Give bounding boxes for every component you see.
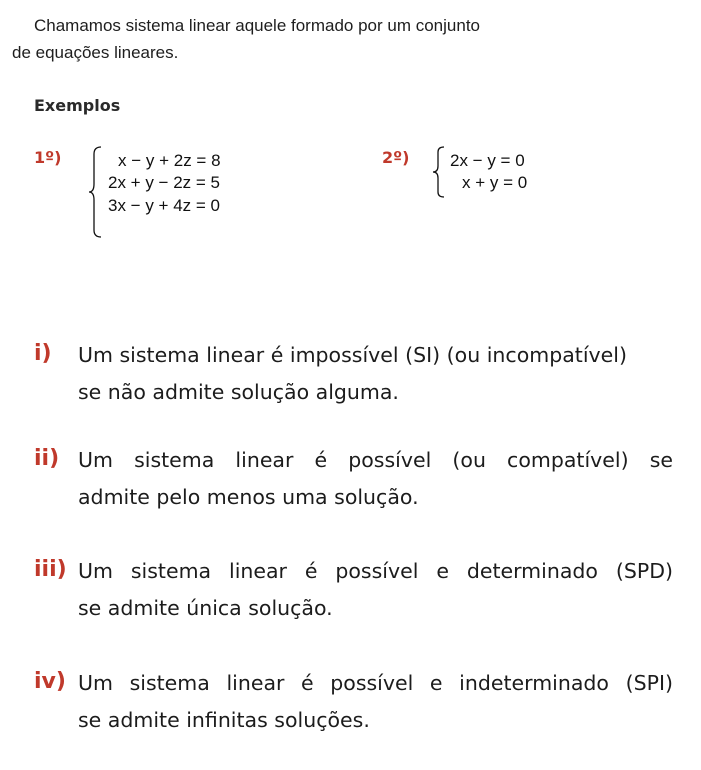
left-brace-icon (432, 146, 446, 198)
example-2-equation-1: 2x − y = 0 (450, 151, 525, 170)
example-1-equation-3: 3x − y + 4z = 0 (108, 196, 220, 215)
definition-text-ii (78, 442, 673, 516)
definition-text-iv (78, 665, 673, 739)
left-brace-icon (88, 146, 104, 238)
intro-line-2: de equações lineares. (12, 43, 179, 62)
example-1-equation-1: x − y + 2z = 8 (118, 151, 221, 170)
example-1-label: 1º) (34, 148, 62, 167)
examples-heading: Exemplos (34, 96, 121, 115)
intro-paragraph (12, 12, 652, 66)
definition-label-iv: iv) (34, 669, 66, 694)
definition-iii-line-1: Um sistema linear é possível e determinado (SPD) (78, 559, 673, 583)
definition-text-iii (78, 553, 673, 627)
example-2-label: 2º) (382, 148, 410, 167)
definition-i-line-2: se não admite solução alguma. (78, 380, 399, 404)
definition-text-i (78, 337, 673, 411)
example-2-equation-2: x + y = 0 (462, 173, 528, 192)
definition-label-i: i) (34, 341, 52, 366)
intro-line-1: Chamamos sistema linear aquele formado por um conjunto (34, 16, 481, 35)
definition-ii-line-1: Um sistema linear é possível (ou compatível) se (78, 448, 673, 472)
definition-ii-line-2: admite pelo menos uma solução. (78, 485, 419, 509)
definition-i-line-1: Um sistema linear é impossível (SI) (ou incompatível) (78, 343, 627, 367)
example-1-equation-2: 2x + y − 2z = 5 (108, 173, 220, 192)
definition-iv-line-2: se admite infinitas soluções. (78, 708, 370, 732)
definition-label-ii: ii) (34, 446, 60, 471)
definition-iv-line-1: Um sistema linear é possível e indeterminado (SPI) (78, 671, 673, 695)
definition-iii-line-2: se admite única solução. (78, 596, 333, 620)
definition-label-iii: iii) (34, 557, 67, 582)
